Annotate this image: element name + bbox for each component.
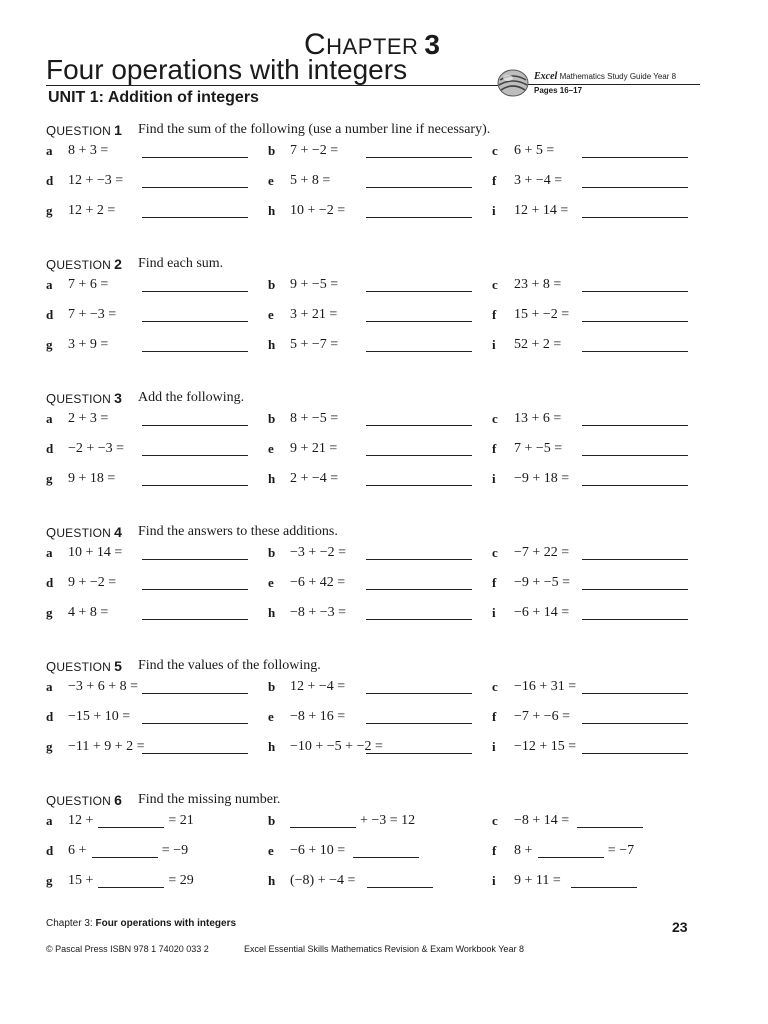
question-3: [0, 390, 768, 510]
item-expression: 8 + −5 =: [290, 411, 339, 426]
answer-blank[interactable]: [571, 887, 637, 888]
excel-globe-icon: [496, 68, 530, 98]
answer-blank[interactable]: [366, 351, 472, 352]
footer-chapter: [46, 918, 236, 929]
question-item-f: [492, 709, 722, 729]
question-item-g: [46, 605, 276, 625]
item-expression: 6 + 5 =: [514, 143, 555, 158]
answer-blank[interactable]: [582, 157, 688, 158]
excel-pages: Pages 16–17: [534, 86, 583, 95]
item-letter: f: [492, 709, 497, 724]
item-expression: 12 + 2 =: [68, 203, 116, 218]
item-letter: e: [268, 709, 274, 724]
question-item-h: [268, 337, 498, 357]
question-item-e: [268, 575, 498, 595]
question-item-d: [46, 307, 276, 327]
item-letter: c: [492, 545, 498, 560]
item-letter: h: [268, 605, 276, 620]
item-letter: c: [492, 277, 498, 292]
item-expression: −8 + 16 =: [290, 709, 346, 724]
question-word: QUESTION: [46, 793, 112, 808]
unit-title: UNIT 1: Addition of integers: [48, 89, 259, 106]
item-letter: h: [268, 471, 276, 486]
item-expression: −7 + 22 =: [514, 545, 570, 560]
question-number: 6: [114, 792, 122, 808]
item-letter: d: [46, 307, 54, 322]
question-word: QUESTION: [46, 659, 112, 674]
question-item-i: [492, 203, 722, 223]
question-item-f: [492, 173, 722, 193]
question-item-h: [268, 605, 498, 625]
item-expression: −6 + 42 =: [290, 575, 346, 590]
answer-blank[interactable]: [142, 217, 248, 218]
question-6: [0, 792, 768, 912]
answer-blank[interactable]: [142, 157, 248, 158]
answer-blank[interactable]: [142, 589, 248, 590]
item-expression-before: −8 + 14 =: [514, 813, 570, 828]
answer-blank[interactable]: [582, 559, 688, 560]
item-expression: −7 + −6 =: [514, 709, 571, 724]
answer-blank[interactable]: [582, 321, 688, 322]
question-item-e: [268, 173, 498, 193]
item-letter: a: [46, 277, 53, 292]
item-expression: 12 + −4 =: [290, 679, 346, 694]
item-expression: 5 + 8 =: [290, 173, 331, 188]
answer-blank[interactable]: [366, 753, 472, 754]
question-item-a: [46, 813, 276, 833]
answer-blank[interactable]: [582, 425, 688, 426]
item-expression: 13 + 6 =: [514, 411, 562, 426]
answer-blank[interactable]: [538, 857, 604, 858]
question-item-a: [46, 411, 276, 431]
question-item-b: [268, 143, 498, 163]
chapter-number: 3: [424, 29, 441, 60]
question-instruction: Add the following.: [138, 390, 245, 405]
item-expression: −12 + 15 =: [514, 739, 577, 754]
item-letter: e: [268, 173, 274, 188]
question-number: 3: [114, 390, 122, 406]
item-letter: i: [492, 337, 496, 352]
copyright-text: © Pascal Press ISBN 978 1 74020 033 2: [46, 944, 209, 954]
item-letter: g: [46, 471, 53, 486]
item-expression: −2 + −3 =: [68, 441, 125, 456]
question-heading: [46, 256, 224, 273]
item-expression: 3 + −4 =: [514, 173, 563, 188]
footer-chapter-prefix: Chapter 3:: [46, 918, 93, 929]
answer-blank[interactable]: [366, 187, 472, 188]
question-item-a: [46, 545, 276, 565]
item-expression: 4 + 8 =: [68, 605, 109, 620]
item-letter: i: [492, 605, 496, 620]
item-letter: g: [46, 337, 53, 352]
item-expression: 7 + −5 =: [514, 441, 563, 456]
excel-reference: [534, 71, 676, 82]
question-item-i: [492, 337, 722, 357]
question-instruction: Find the answers to these additions.: [138, 524, 338, 539]
question-item-h: [268, 873, 498, 893]
item-letter: a: [46, 813, 53, 828]
question-item-h: [268, 203, 498, 223]
question-item-i: [492, 739, 722, 759]
question-5: [0, 658, 768, 778]
answer-blank[interactable]: [582, 693, 688, 694]
answer-blank[interactable]: [582, 217, 688, 218]
question-item-c: [492, 813, 722, 833]
item-expression: 3 + 9 =: [68, 337, 109, 352]
item-expression-before: 9 + 11 =: [514, 873, 561, 888]
item-letter: c: [492, 143, 498, 158]
answer-blank[interactable]: [366, 291, 472, 292]
question-instruction: Find each sum.: [138, 256, 224, 271]
question-1: [0, 122, 768, 242]
question-word: QUESTION: [46, 257, 112, 272]
item-expression: −11 + 9 + 2 =: [68, 739, 145, 754]
item-letter: b: [268, 411, 276, 426]
item-expression-after: = −7: [607, 843, 635, 858]
item-expression: 8 + 3 =: [68, 143, 109, 158]
item-letter: a: [46, 545, 53, 560]
item-letter: a: [46, 143, 53, 158]
item-letter: e: [268, 575, 274, 590]
item-expression: −16 + 31 =: [514, 679, 577, 694]
answer-blank[interactable]: [582, 619, 688, 620]
question-heading: [46, 122, 491, 139]
item-expression: 7 + −3 =: [68, 307, 117, 322]
item-expression-after: + −3 = 12: [360, 813, 416, 828]
item-letter: d: [46, 173, 54, 188]
item-letter: b: [268, 813, 276, 828]
item-expression: −6 + 14 =: [514, 605, 570, 620]
answer-blank[interactable]: [142, 485, 248, 486]
question-item-f: [492, 843, 722, 863]
item-letter: c: [492, 411, 498, 426]
item-expression-after: = 21: [168, 813, 194, 828]
question-item-d: [46, 441, 276, 461]
answer-blank[interactable]: [92, 857, 158, 858]
answer-blank[interactable]: [366, 455, 472, 456]
answer-blank[interactable]: [582, 485, 688, 486]
answer-blank[interactable]: [366, 321, 472, 322]
item-letter: i: [492, 471, 496, 486]
item-expression: 2 + −4 =: [290, 471, 339, 486]
answer-blank[interactable]: [366, 619, 472, 620]
answer-blank[interactable]: [366, 693, 472, 694]
item-expression-before: 8 +: [514, 843, 533, 858]
item-letter: h: [268, 739, 276, 754]
question-item-c: [492, 545, 722, 565]
item-expression: −8 + −3 =: [290, 605, 347, 620]
item-expression-before: −6 + 10 =: [290, 843, 346, 858]
answer-blank[interactable]: [290, 827, 356, 828]
question-item-d: [46, 843, 276, 863]
item-expression: 5 + −7 =: [290, 337, 339, 352]
item-expression: 9 + −5 =: [290, 277, 339, 292]
item-expression: 12 + −3 =: [68, 173, 124, 188]
item-expression-before: 15 +: [68, 873, 94, 888]
answer-blank[interactable]: [582, 723, 688, 724]
question-word: QUESTION: [46, 391, 112, 406]
item-letter: h: [268, 337, 276, 352]
question-item-d: [46, 575, 276, 595]
answer-blank[interactable]: [582, 291, 688, 292]
answer-blank[interactable]: [366, 157, 472, 158]
answer-blank[interactable]: [142, 351, 248, 352]
question-word: QUESTION: [46, 123, 112, 138]
item-letter: b: [268, 277, 276, 292]
item-letter: g: [46, 739, 53, 754]
item-expression: 23 + 8 =: [514, 277, 562, 292]
item-expression: 3 + 21 =: [290, 307, 338, 322]
question-item-i: [492, 873, 722, 893]
item-letter: d: [46, 709, 54, 724]
answer-blank[interactable]: [366, 425, 472, 426]
item-expression-before: 12 +: [68, 813, 94, 828]
answer-blank[interactable]: [142, 455, 248, 456]
item-letter: c: [492, 813, 498, 828]
question-number: 5: [114, 658, 122, 674]
question-item-h: [268, 739, 498, 759]
question-item-b: [268, 545, 498, 565]
answer-blank[interactable]: [582, 589, 688, 590]
question-item-g: [46, 873, 276, 893]
question-item-c: [492, 277, 722, 297]
answer-blank[interactable]: [367, 887, 433, 888]
chapter-word: CHAPTER: [304, 28, 419, 61]
item-expression: 12 + 14 =: [514, 203, 569, 218]
question-word: QUESTION: [46, 525, 112, 540]
item-letter: f: [492, 173, 497, 188]
question-2: [0, 256, 768, 376]
item-letter: i: [492, 739, 496, 754]
item-letter: b: [268, 679, 276, 694]
answer-blank[interactable]: [142, 619, 248, 620]
question-item-a: [46, 277, 276, 297]
answer-blank[interactable]: [582, 753, 688, 754]
answer-blank[interactable]: [577, 827, 643, 828]
answer-blank[interactable]: [366, 723, 472, 724]
answer-blank[interactable]: [142, 291, 248, 292]
footer-copyright: [46, 944, 524, 954]
item-expression: −9 + 18 =: [514, 471, 570, 486]
question-item-a: [46, 143, 276, 163]
item-letter: d: [46, 575, 54, 590]
item-expression: 10 + −2 =: [290, 203, 346, 218]
item-letter: g: [46, 605, 53, 620]
question-item-b: [268, 813, 498, 833]
answer-blank[interactable]: [366, 485, 472, 486]
question-item-e: [268, 307, 498, 327]
item-expression: 2 + 3 =: [68, 411, 109, 426]
question-item-g: [46, 337, 276, 357]
chapter-title: Four operations with integers: [46, 54, 408, 85]
answer-blank[interactable]: [142, 693, 248, 694]
header-divider: [46, 85, 501, 86]
question-item-d: [46, 173, 276, 193]
question-item-b: [268, 411, 498, 431]
question-item-a: [46, 679, 276, 699]
book-title: Excel Essential Skills Mathematics Revision & Exam Workbook Year 8: [244, 944, 524, 954]
item-letter: g: [46, 873, 53, 888]
question-heading: [46, 792, 281, 809]
item-letter: b: [268, 143, 276, 158]
answer-blank[interactable]: [142, 425, 248, 426]
answer-blank[interactable]: [366, 559, 472, 560]
question-item-h: [268, 471, 498, 491]
item-letter: e: [268, 307, 274, 322]
question-item-g: [46, 471, 276, 491]
item-letter: e: [268, 843, 274, 858]
footer-chapter-name: Four operations with integers: [95, 918, 237, 929]
question-heading: [46, 390, 245, 407]
item-letter: i: [492, 873, 496, 888]
item-expression: −10 + −5 + −2 =: [290, 739, 383, 754]
answer-blank[interactable]: [98, 887, 164, 888]
item-expression-after: = 29: [168, 873, 194, 888]
item-letter: h: [268, 873, 276, 888]
item-expression: 7 + −2 =: [290, 143, 339, 158]
item-expression-before: (−8) + −4 =: [290, 873, 356, 888]
item-expression-before: 6 +: [68, 843, 87, 858]
answer-blank[interactable]: [582, 351, 688, 352]
question-4: [0, 524, 768, 644]
question-item-f: [492, 307, 722, 327]
item-letter: d: [46, 843, 54, 858]
item-expression: −9 + −5 =: [514, 575, 571, 590]
question-number: 2: [114, 256, 122, 272]
answer-blank[interactable]: [142, 723, 248, 724]
question-item-b: [268, 679, 498, 699]
item-letter: f: [492, 441, 497, 456]
item-letter: f: [492, 307, 497, 322]
item-expression: 10 + 14 =: [68, 545, 123, 560]
item-letter: f: [492, 575, 497, 590]
item-expression: 9 + 18 =: [68, 471, 116, 486]
item-expression: 7 + 6 =: [68, 277, 109, 292]
item-letter: b: [268, 545, 276, 560]
item-expression: −15 + 10 =: [68, 709, 131, 724]
question-item-e: [268, 709, 498, 729]
item-letter: i: [492, 203, 496, 218]
item-expression: −3 + 6 + 8 =: [68, 679, 139, 694]
question-number: 4: [114, 524, 122, 540]
excel-guide-title: Mathematics Study Guide Year 8: [559, 72, 677, 81]
excel-brand: Excel: [534, 71, 558, 82]
answer-blank[interactable]: [366, 589, 472, 590]
question-item-f: [492, 441, 722, 461]
question-item-d: [46, 709, 276, 729]
item-letter: g: [46, 203, 53, 218]
question-item-c: [492, 679, 722, 699]
question-item-f: [492, 575, 722, 595]
question-item-g: [46, 739, 276, 759]
item-letter: c: [492, 679, 498, 694]
question-number: 1: [114, 122, 122, 138]
answer-blank[interactable]: [582, 187, 688, 188]
question-item-g: [46, 203, 276, 223]
question-item-e: [268, 441, 498, 461]
question-item-e: [268, 843, 498, 863]
item-expression-after: = −9: [161, 843, 189, 858]
answer-blank[interactable]: [142, 753, 248, 754]
item-letter: f: [492, 843, 497, 858]
question-instruction: Find the missing number.: [138, 792, 281, 807]
question-heading: [46, 658, 321, 675]
item-letter: h: [268, 203, 276, 218]
page-number: 23: [672, 919, 688, 935]
question-item-c: [492, 143, 722, 163]
question-item-i: [492, 471, 722, 491]
answer-blank[interactable]: [142, 187, 248, 188]
item-expression: 15 + −2 =: [514, 307, 570, 322]
question-heading: [46, 524, 338, 541]
question-instruction: Find the sum of the following (use a number line if necessary).: [138, 122, 491, 137]
item-letter: e: [268, 441, 274, 456]
item-expression: −3 + −2 =: [290, 545, 347, 560]
header-divider-right: [500, 84, 700, 85]
answer-blank[interactable]: [353, 857, 419, 858]
question-item-c: [492, 411, 722, 431]
item-letter: d: [46, 441, 54, 456]
answer-blank[interactable]: [582, 455, 688, 456]
answer-blank[interactable]: [142, 559, 248, 560]
answer-blank[interactable]: [366, 217, 472, 218]
answer-blank[interactable]: [98, 827, 164, 828]
question-item-b: [268, 277, 498, 297]
answer-blank[interactable]: [142, 321, 248, 322]
item-letter: a: [46, 679, 53, 694]
item-expression: 52 + 2 =: [514, 337, 562, 352]
question-instruction: Find the values of the following.: [138, 658, 321, 673]
item-letter: a: [46, 411, 53, 426]
question-item-i: [492, 605, 722, 625]
item-expression: 9 + 21 =: [290, 441, 338, 456]
item-expression: 9 + −2 =: [68, 575, 117, 590]
